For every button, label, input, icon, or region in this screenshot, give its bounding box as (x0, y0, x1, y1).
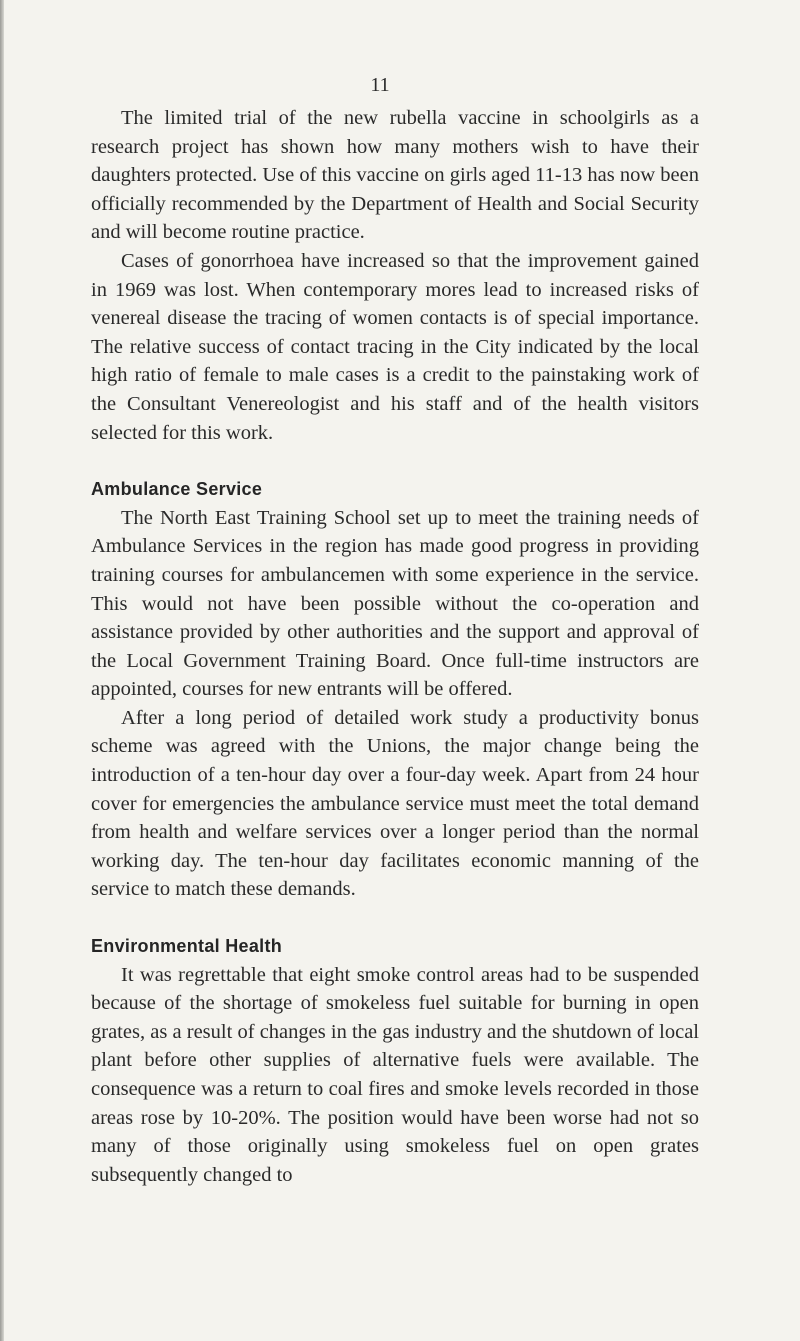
smoke-control-paragraph: It was regrettable that eight smoke control areas had to be suspended because of the shortage of smokeless fuel suitable for burning in open grates, as a result of changes in the gas industry and the shutdown of local plant before other supplies of alternative fuels were available. The consequence was a return to coal fires and smoke levels recorded in those areas rose by 10-20%. The position would have been worse had not so many of those originally using smokeless fuel on open grates subsequently changed to (91, 963, 699, 1186)
ambulance-bonus-paragraph: After a long period of detailed work study a productivity bonus scheme was agreed with the Unions, the major change being the introduction of a ten-hour day over a four-day week. Apart from 24 hour cover for emergencies the ambulance service must meet the total demand from health and welfare services over a longer period than the normal working day. The ten-hour day facilitates economic manning of the service to match these demands. (91, 706, 699, 901)
rubella-paragraph: The limited trial of the new rubella vaccine in schoolgirls as a research project has shown how many mothers wish to have their daughters protected. Use of this vaccine on girls aged 11-13 has now been officially recommended by the Department of Health and Social Security and will become routine practice. (91, 107, 699, 244)
ambulance-service-heading: Ambulance Service (91, 479, 263, 500)
environmental-health-heading: Environmental Health (91, 936, 283, 957)
ambulance-training-paragraph: The North East Training School set up to meet the training needs of Ambulance Services in the region has made good progress in providing training courses for ambulancemen with some experience in the service. This would not have been possible without the co-operation and assistance provided by other authorities and the support and approval of the Local Government Training Board. Once full-time instructors are appointed, courses for new entrants will be offered. (91, 506, 699, 701)
section-gap (91, 904, 699, 932)
page-number: 11 (370, 74, 390, 96)
section-gap (91, 447, 699, 475)
gonorrhoea-paragraph: Cases of gonorrhoea have increased so that the improvement gained in 1969 was lost. When contemporary mores lead to increased risks of venereal disease the tracing of women contacts is of special importance. The relative success of contact tracing in the City indicated by the local high ratio of female to male cases is a credit to the painstaking work of the Consultant Venereologist and his staff and of the health visitors selected for this work. (91, 249, 699, 444)
page-content (91, 104, 699, 1189)
